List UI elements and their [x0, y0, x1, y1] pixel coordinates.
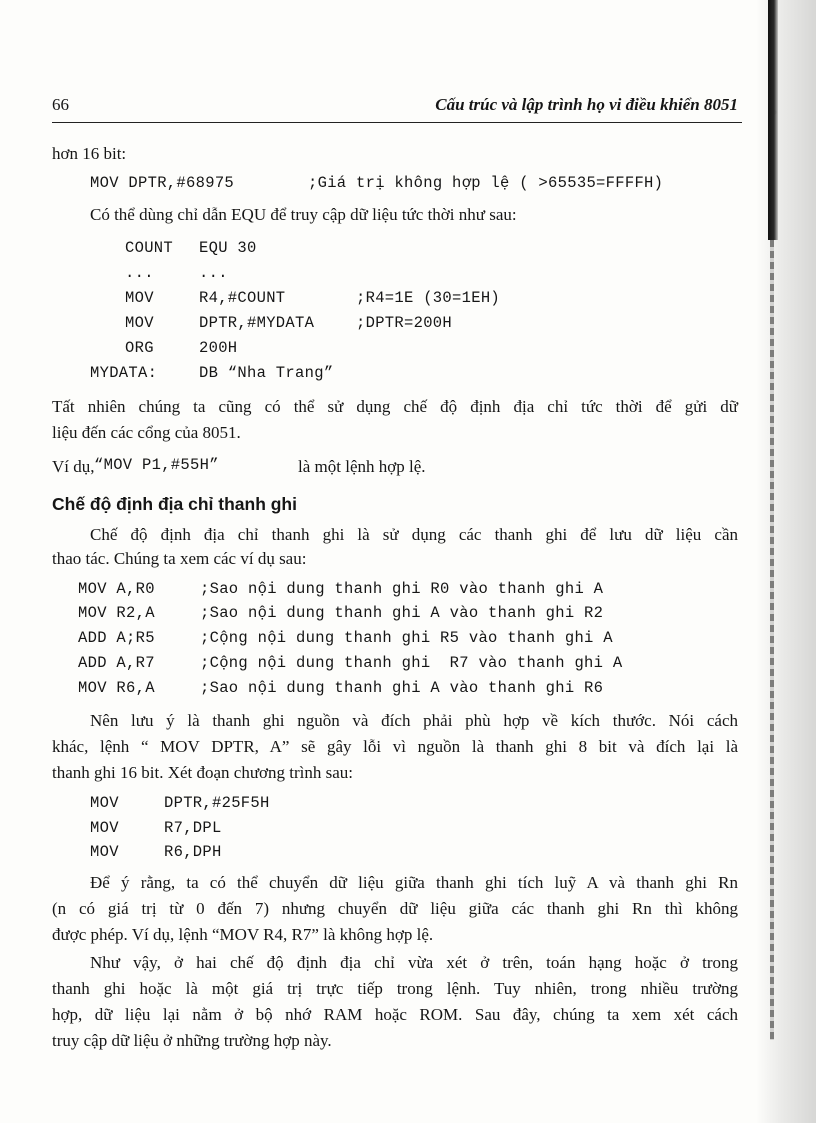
- page-number: 66: [52, 95, 69, 114]
- code-comment: ;Cộng nội dung thanh ghi R5 vào thanh ghi A: [200, 629, 613, 647]
- example-prefix: Ví dụ,: [52, 457, 95, 476]
- code-comment: ;Sao nội dung thanh ghi R0 vào thanh ghi A: [200, 580, 604, 598]
- code-op: MOV: [90, 794, 119, 812]
- code-comment: ;R4=1E (30=1EH): [356, 289, 501, 307]
- paragraph-line: thao tác. Chúng ta xem các ví dụ sau:: [52, 549, 307, 568]
- code-line: MOV R6,A: [78, 679, 155, 697]
- section-heading: Chế độ định địa chỉ thanh ghi: [52, 494, 297, 514]
- code-label: MOV: [125, 289, 154, 307]
- code-op: MOV: [90, 819, 119, 837]
- code-comment: ;Cộng nội dung thanh ghi R7 vào thanh ghi A: [200, 654, 623, 672]
- paragraph-line: Chế độ định địa chỉ thanh ghi là sử dụng các thanh ghi để lưu dữ liệu cần: [90, 525, 738, 544]
- code-op: DB “Nha Trang”: [199, 364, 334, 382]
- code-op: ...: [199, 264, 228, 282]
- code-label: ...: [125, 264, 154, 282]
- code-label: MYDATA:: [90, 364, 158, 382]
- code-line: MOV DPTR,#68975: [90, 174, 235, 192]
- header-rule: [52, 122, 742, 123]
- paragraph-line: (n có giá trị từ 0 đến 7) nhưng chuyển dữ liệu giữa các thanh ghi Rn thì không: [52, 899, 738, 918]
- page-header: [52, 95, 742, 125]
- page-edge-shadow: [756, 0, 816, 1123]
- code-op: R4,#COUNT: [199, 289, 286, 307]
- code-op: 200H: [199, 339, 238, 357]
- paragraph-line: Như vậy, ở hai chế độ định địa chỉ vừa xét ở trên, toán hạng hoặc ở trong: [90, 953, 738, 972]
- code-line: MOV R2,A: [78, 604, 155, 622]
- paragraph-line: hợp, dữ liệu lại nằm ở bộ nhớ RAM hoặc ROM. Sau đây, chúng ta xem xét cách: [52, 1005, 738, 1024]
- book-spine-texture: [770, 240, 774, 1040]
- body-line: hơn 16 bit:: [52, 144, 127, 163]
- paragraph-line: thanh ghi hoặc là một giá trị trực tiếp trong lệnh. Tuy nhiên, trong nhiều trường: [52, 979, 738, 998]
- code-comment: ;Giá trị không hợp lệ ( >65535=FFFFH): [308, 174, 664, 192]
- code-label: ORG: [125, 339, 154, 357]
- code-line: ADD A;R5: [78, 629, 155, 647]
- code-line: MOV A,R0: [78, 580, 155, 598]
- code-op: MOV: [90, 843, 119, 861]
- running-title: Cấu trúc và lập trình họ vi điều khiển 8051: [435, 95, 738, 114]
- paragraph-line: khác, lệnh “ MOV DPTR, A” sẽ gây lỗi vì nguồn là thanh ghi 8 bit và đích lại là: [52, 737, 738, 756]
- paragraph-line: truy cập dữ liệu ở những trường hợp này.: [52, 1031, 332, 1050]
- body-line: Có thể dùng chỉ dẫn EQU để truy cập dữ liệu tức thời như sau:: [90, 205, 517, 224]
- code-op: DPTR,#MYDATA: [199, 314, 315, 332]
- paragraph-line: Tất nhiên chúng ta cũng có thể sử dụng chế độ định địa chỉ tức thời để gửi dữ: [52, 397, 738, 416]
- paragraph-line: liệu đến các cổng của 8051.: [52, 423, 241, 442]
- code-comment: ;Sao nội dung thanh ghi A vào thanh ghi R6: [200, 679, 604, 697]
- code-args: R6,DPH: [164, 843, 222, 861]
- code-line: ADD A,R7: [78, 654, 155, 672]
- code-comment: ;Sao nội dung thanh ghi A vào thanh ghi R2: [200, 604, 604, 622]
- code-op: EQU 30: [199, 239, 257, 257]
- paragraph-line: Để ý rằng, ta có thể chuyển dữ liệu giữa thanh ghi tích luỹ A và thanh ghi Rn: [90, 873, 738, 892]
- code-args: R7,DPL: [164, 819, 222, 837]
- book-spine-shadow: [768, 0, 778, 240]
- paragraph-line: thanh ghi 16 bit. Xét đoạn chương trình sau:: [52, 763, 354, 782]
- code-label: MOV: [125, 314, 154, 332]
- example-code: “MOV P1,#55H”: [94, 456, 219, 474]
- example-suffix: là một lệnh hợp lệ.: [298, 457, 426, 476]
- paragraph-line: được phép. Ví dụ, lệnh “MOV R4, R7” là không hợp lệ.: [52, 925, 434, 944]
- code-comment: ;DPTR=200H: [356, 314, 453, 332]
- code-args: DPTR,#25F5H: [164, 794, 270, 812]
- code-label: COUNT: [125, 239, 174, 257]
- paragraph-line: Nên lưu ý là thanh ghi nguồn và đích phải phù hợp về kích thước. Nói cách: [90, 711, 738, 730]
